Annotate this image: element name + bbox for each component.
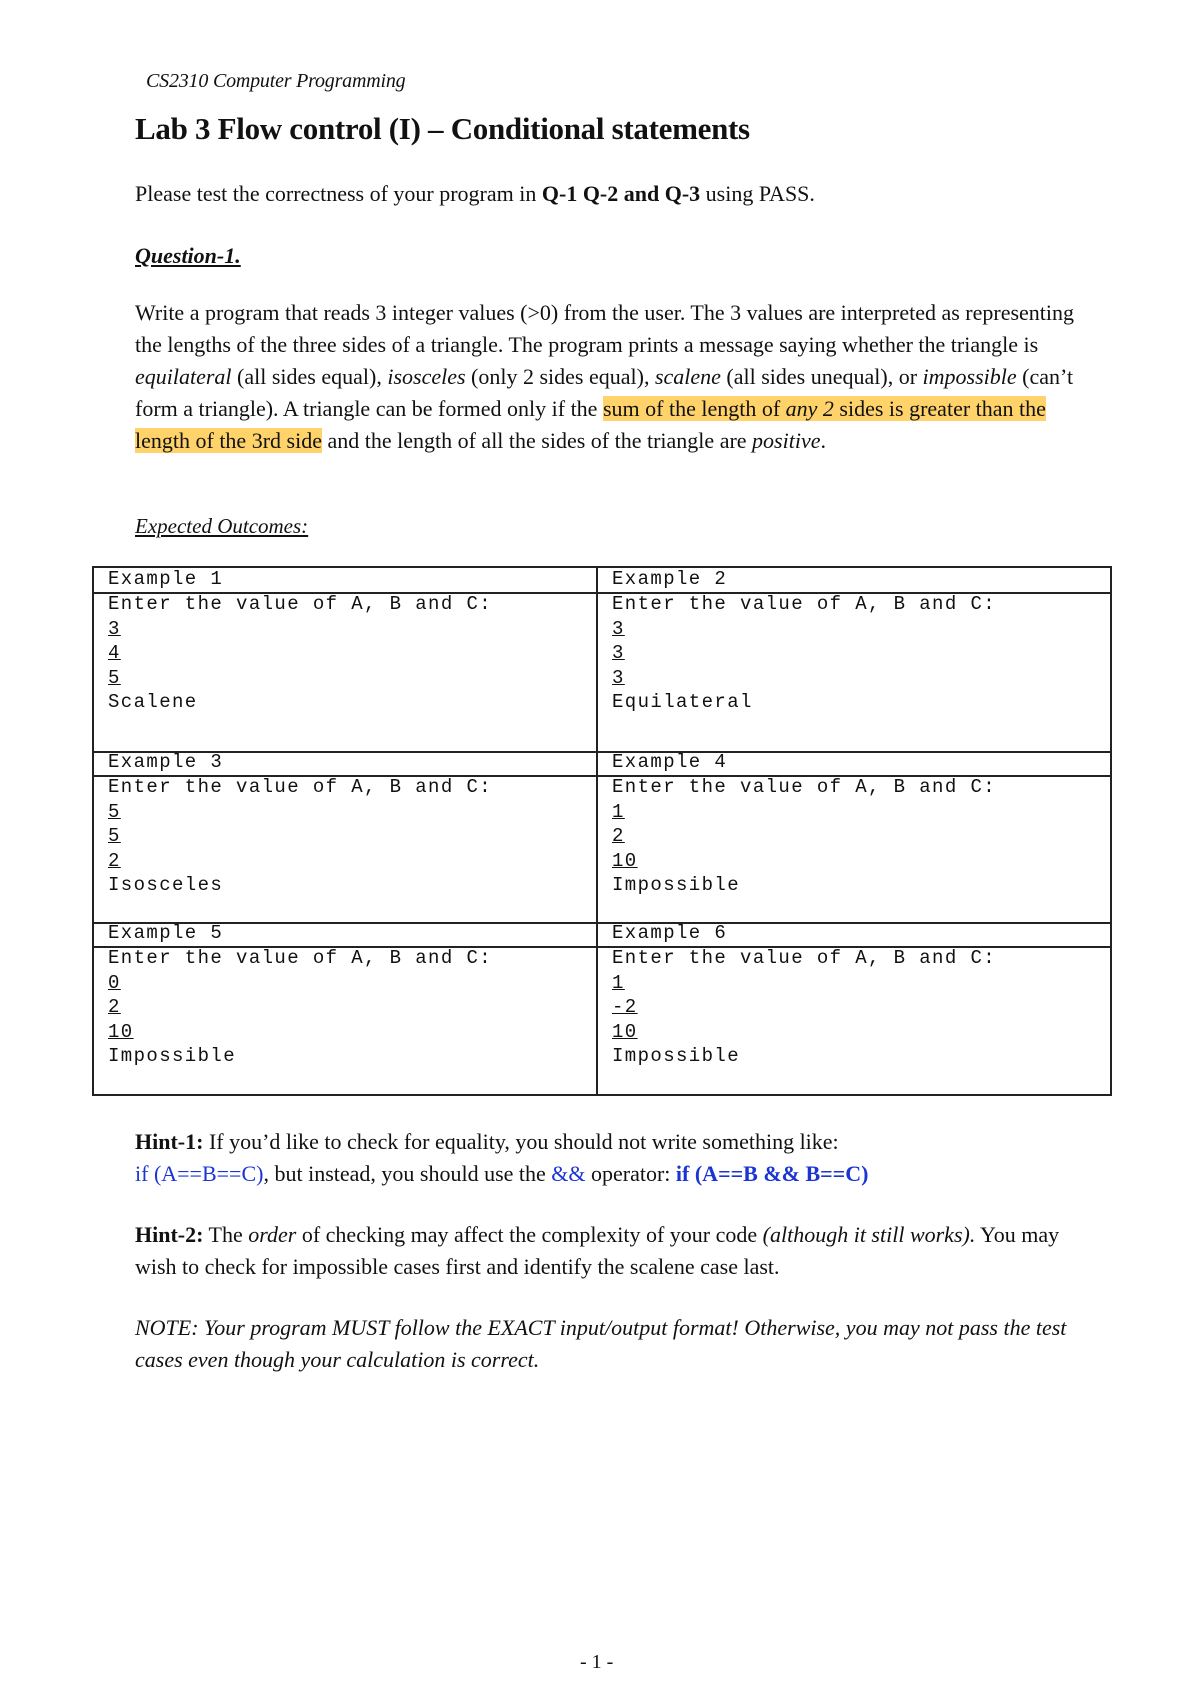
term-equilateral: equilateral bbox=[135, 364, 232, 389]
example-input: 2 bbox=[612, 825, 625, 847]
example-input: 0 bbox=[108, 971, 121, 994]
example-output: Impossible bbox=[108, 1045, 237, 1067]
example-output: Impossible bbox=[612, 1045, 741, 1067]
example-input: 3 bbox=[612, 617, 625, 640]
example-input: 10 bbox=[612, 1020, 638, 1043]
term-positive: positive bbox=[752, 428, 821, 453]
example-6-body bbox=[612, 946, 996, 1069]
note-text: NOTE: Your program MUST follow the EXACT input/output format! Otherwise, you may not pass the test cases even though your calculation is correct. bbox=[135, 1315, 1067, 1372]
intro-suffix: using PASS. bbox=[700, 181, 815, 206]
hint-1 bbox=[135, 1126, 868, 1190]
hint-text: operator: bbox=[585, 1161, 676, 1186]
example-5-title: Example 5 bbox=[108, 922, 224, 944]
example-prompt: Enter the value of A, B and C: bbox=[612, 947, 997, 969]
term-impossible: impossible bbox=[922, 364, 1017, 389]
term-isosceles: isosceles bbox=[387, 364, 466, 389]
highlight-part: sides is greater than the length of the 3rd side bbox=[135, 396, 1046, 453]
code-bad-example: if (A==B==C) bbox=[135, 1161, 264, 1186]
example-output: Impossible bbox=[612, 874, 741, 896]
example-input: 5 bbox=[108, 800, 121, 823]
highlight-italic: any 2 bbox=[785, 396, 834, 421]
intro-questions: Q-1 Q-2 and Q-3 bbox=[541, 181, 701, 206]
example-5-body bbox=[108, 946, 492, 1069]
hint-2-label: Hint-2: bbox=[135, 1222, 204, 1247]
example-prompt: Enter the value of A, B and C: bbox=[108, 593, 493, 615]
example-input: -2 bbox=[612, 996, 638, 1018]
example-input: 1 bbox=[612, 971, 625, 994]
hint-italic: (although it still works). bbox=[762, 1222, 976, 1247]
example-output: Isosceles bbox=[108, 874, 224, 896]
intro-prefix: Please test the correctness of your program in bbox=[135, 181, 542, 206]
desc-part: Write a program that reads 3 integer values (>0) from the user. The 3 values are interpreted as representing the lengths of the three sides of a triangle. The program prints a message saying whether the triangle is bbox=[135, 300, 1075, 357]
term-scalene: scalene bbox=[654, 364, 721, 389]
example-6-title: Example 6 bbox=[612, 922, 728, 944]
example-input: 2 bbox=[108, 849, 121, 872]
example-1-body bbox=[108, 592, 492, 715]
example-input: 4 bbox=[108, 642, 121, 664]
example-input: 2 bbox=[108, 996, 121, 1018]
example-prompt: Enter the value of A, B and C: bbox=[108, 947, 493, 969]
example-input: 10 bbox=[108, 1020, 134, 1043]
example-4-body bbox=[612, 775, 996, 898]
table-divider bbox=[596, 568, 598, 1094]
example-input: 1 bbox=[612, 800, 625, 823]
example-prompt: Enter the value of A, B and C: bbox=[612, 776, 997, 798]
example-input: 5 bbox=[108, 825, 121, 847]
hint-italic: order bbox=[248, 1222, 297, 1247]
hint-1-label: Hint-1: bbox=[135, 1129, 204, 1154]
desc-part: (all sides unequal), or bbox=[720, 364, 923, 389]
example-input: 10 bbox=[612, 849, 638, 872]
table-divider bbox=[94, 751, 1110, 753]
example-input: 3 bbox=[612, 642, 625, 664]
example-input: 5 bbox=[108, 666, 121, 689]
examples-table bbox=[92, 566, 1112, 1096]
table-divider bbox=[94, 922, 1110, 924]
example-2-title: Example 2 bbox=[612, 568, 728, 590]
page-number: - 1 - bbox=[580, 1651, 614, 1673]
lab-title: Lab 3 Flow control (I) – Conditional statements bbox=[135, 111, 750, 146]
question-heading: Question-1. bbox=[135, 243, 241, 268]
example-prompt: Enter the value of A, B and C: bbox=[108, 776, 493, 798]
example-4-title: Example 4 bbox=[612, 751, 728, 773]
highlight-part: sum of the length of bbox=[602, 396, 786, 421]
example-input: 3 bbox=[108, 617, 121, 640]
example-3-body bbox=[108, 775, 492, 898]
example-output: Scalene bbox=[108, 691, 198, 713]
course-header: CS2310 Computer Programming bbox=[146, 70, 406, 92]
example-output: Equilateral bbox=[612, 691, 753, 713]
example-1-title: Example 1 bbox=[108, 568, 224, 590]
code-operator: && bbox=[551, 1161, 586, 1186]
hint-text: If you’d like to check for equality, you should not write something like: bbox=[203, 1129, 839, 1154]
hint-text: You may wish to check for impossible cases first and identify the scalene case last. bbox=[135, 1222, 1060, 1279]
question-description bbox=[135, 297, 1075, 457]
hint-text: , but instead, you should use the bbox=[263, 1161, 552, 1186]
desc-part: (all sides equal), bbox=[231, 364, 388, 389]
hint-text: The bbox=[203, 1222, 249, 1247]
desc-part: (can’t form a triangle). A triangle can be formed only if the bbox=[135, 364, 1074, 421]
intro-text bbox=[135, 181, 815, 207]
example-2-body bbox=[612, 592, 996, 715]
hint-text: of checking may affect the complexity of your code bbox=[296, 1222, 763, 1247]
desc-part: . bbox=[820, 428, 826, 453]
desc-part: and the length of all the sides of the triangle are bbox=[321, 428, 753, 453]
example-input: 3 bbox=[612, 666, 625, 689]
expected-outcomes-heading: Expected Outcomes: bbox=[135, 514, 309, 538]
hint-2 bbox=[135, 1219, 1075, 1283]
code-good-example: if (A==B && B==C) bbox=[675, 1161, 869, 1186]
desc-part: (only 2 sides equal), bbox=[465, 364, 655, 389]
example-3-title: Example 3 bbox=[108, 751, 224, 773]
example-prompt: Enter the value of A, B and C: bbox=[612, 593, 997, 615]
